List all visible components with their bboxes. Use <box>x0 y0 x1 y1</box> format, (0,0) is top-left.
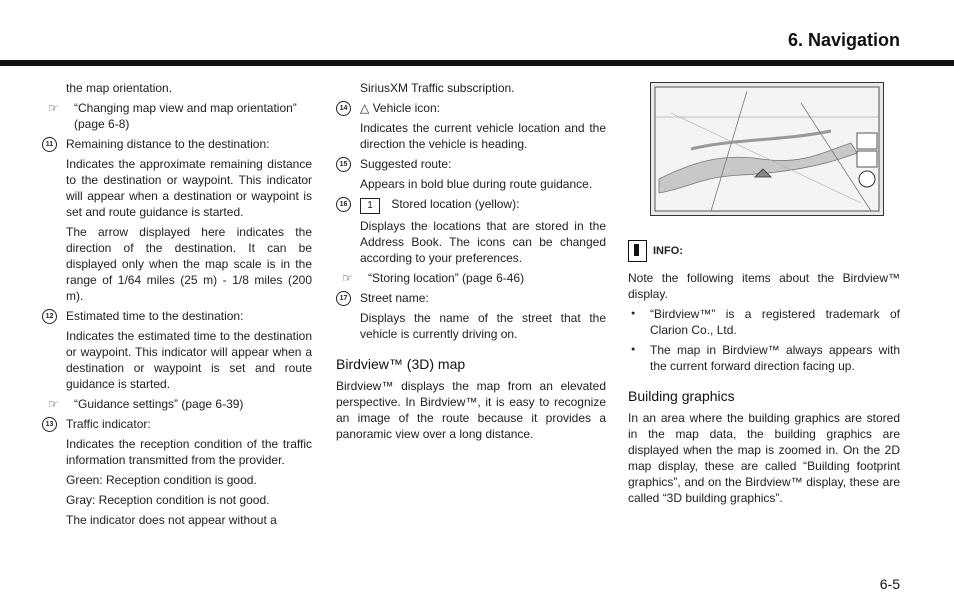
paragraph: Appears in bold blue during route guidance. <box>360 177 593 191</box>
paragraph: Indicates the approximate remaining distance to the destination or waypoint. This indicator will appear when a destination or waypoint is set and route guidance is started. <box>66 157 312 219</box>
item-number: 15 <box>336 157 351 172</box>
pointing-hand-icon: ☞ <box>48 397 59 411</box>
cross-reference <box>336 270 606 286</box>
paragraph: Green: Reception condition is good. <box>66 473 257 487</box>
column-1 <box>42 80 312 532</box>
column-2 <box>336 80 606 446</box>
pointing-hand-icon: ☞ <box>342 271 353 285</box>
item-number: 11 <box>42 137 57 152</box>
item-title: Traffic indicator: <box>66 417 151 431</box>
item-title: Vehicle icon: <box>372 101 440 115</box>
item-11 <box>42 136 312 152</box>
info-heading <box>628 240 900 262</box>
item-17 <box>336 290 606 306</box>
item-number: 13 <box>42 417 57 432</box>
paragraph: Gray: Reception condition is not good. <box>66 493 270 507</box>
paragraph: SiriusXM Traffic subscription. <box>360 81 515 95</box>
pointing-hand-icon: ☞ <box>48 101 59 115</box>
paragraph: Indicates the current vehicle location and the direction the vehicle is heading. <box>360 121 606 151</box>
item-title: Estimated time to the destination: <box>66 309 244 323</box>
item-title: Stored location (yellow): <box>391 197 520 211</box>
paragraph: Displays the locations that are stored in the Address Book. The icons can be changed according to your preferences. <box>360 219 606 265</box>
item-number: 12 <box>42 309 57 324</box>
item-16 <box>336 196 606 214</box>
paragraph: Indicates the reception condition of the traffic information transmitted from the provider. <box>66 437 312 467</box>
item-title: Remaining distance to the destination: <box>66 137 270 151</box>
section-heading: Birdview™ (3D) map <box>336 356 466 372</box>
paragraph: Birdview™ displays the map from an elevated perspective. In Birdview™, it is easy to recognize an image of the route because it provides a panoramic view over a long distance. <box>336 379 606 441</box>
section-heading: Building graphics <box>628 388 735 404</box>
paragraph: The arrow displayed here indicates the direction of the destination. It can be displayed only when the map scale is in the range of 1/64 miles (25 m) - 1/8 miles (200 m). <box>66 225 312 303</box>
info-label: INFO: <box>653 245 683 257</box>
item-number: 17 <box>336 291 351 306</box>
item-title: Suggested route: <box>360 157 452 171</box>
paragraph: Note the following items about the Birdview™ display. <box>628 271 900 301</box>
paragraph: the map orientation. <box>66 81 173 95</box>
bullet-item: ● The map in Birdview™ always appears with the current forward direction facing up. <box>628 342 900 374</box>
column-3 <box>628 228 900 510</box>
header-rule <box>0 60 954 66</box>
map-illustration <box>651 83 883 215</box>
paragraph: Indicates the estimated time to the destination or waypoint. This indicator will appear when a destination or waypoint is set and route guidance is started. <box>66 329 312 391</box>
birdview-map-image <box>650 82 884 216</box>
item-14 <box>336 100 606 116</box>
cross-reference <box>42 396 312 412</box>
item-number: 14 <box>336 101 351 116</box>
ref-text: “Storing location” (page 6-46) <box>368 271 525 285</box>
paragraph: Displays the name of the street that the vehicle is currently driving on. <box>360 311 606 341</box>
ref-text: “Guidance settings” (page 6-39) <box>74 397 244 411</box>
ref-text: “Changing map view and map orientation” (page 6-8) <box>74 101 297 131</box>
chapter-title: 6. Navigation <box>787 30 900 50</box>
info-icon <box>628 240 647 262</box>
paragraph: The indicator does not appear without a <box>66 513 277 527</box>
item-12 <box>42 308 312 324</box>
item-number: 16 <box>336 197 351 212</box>
bullet-item: ● “Birdview™” is a registered trademark of Clarion Co., Ltd. <box>628 306 900 338</box>
stored-location-icon: 1 <box>360 198 380 214</box>
paragraph: In an area where the building graphics are stored in the map data, the building graphics are displayed when the map is zoomed in. On the 2D map display, these are called “Building footprint graphics”, and on the Birdview™ display, these are called “3D building graphics”. <box>628 411 900 505</box>
page-number: 6-5 <box>879 576 900 592</box>
vehicle-icon: △ <box>360 101 370 115</box>
item-title: Street name: <box>360 291 429 305</box>
item-15 <box>336 156 606 172</box>
item-13 <box>42 416 312 432</box>
cross-reference <box>42 100 312 132</box>
